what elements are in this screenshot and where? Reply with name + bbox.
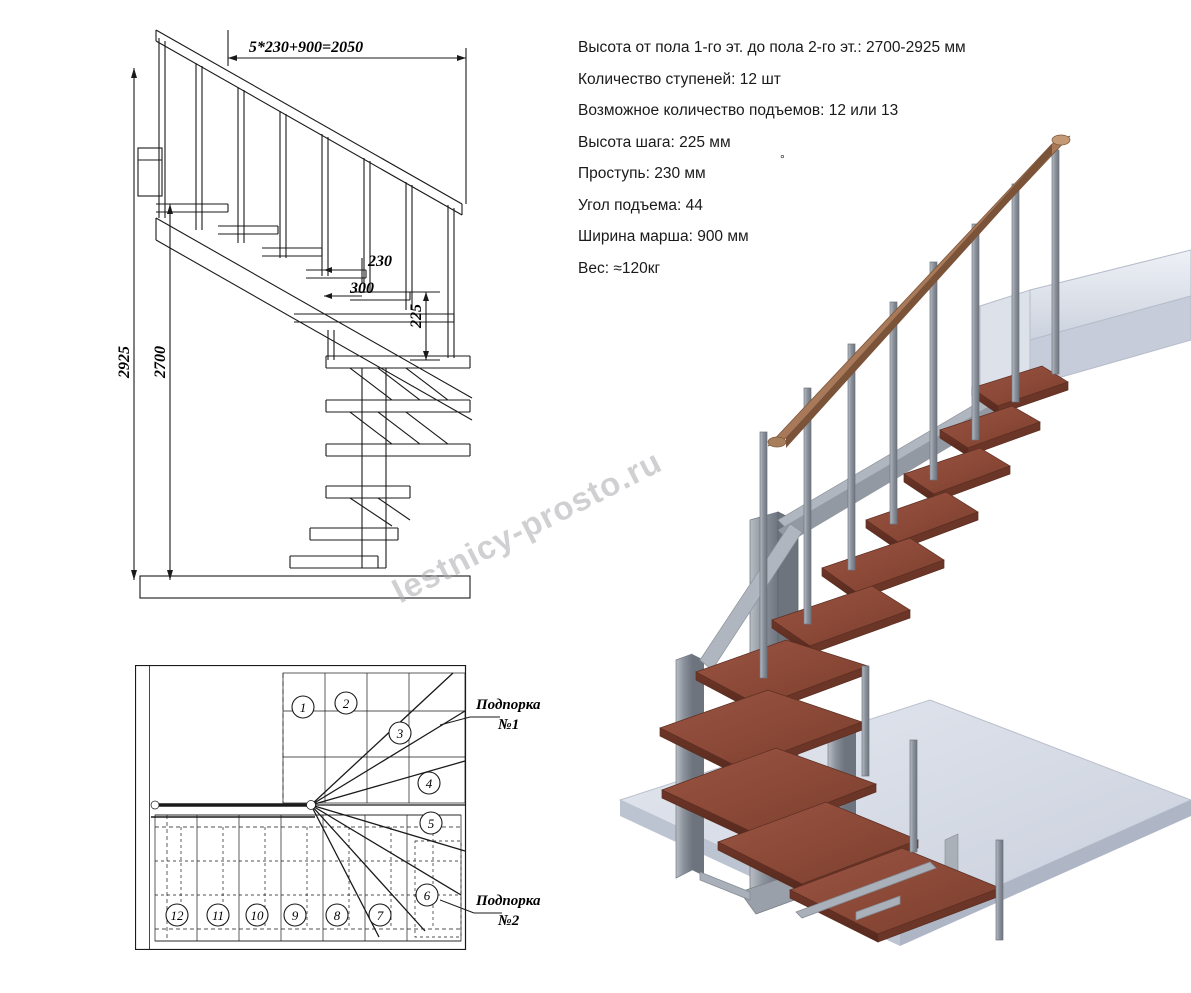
svg-text:11: 11: [211, 908, 225, 923]
svg-text:1: 1: [299, 700, 307, 715]
tread-8: [822, 538, 944, 600]
callout-2-line1: Подпорка: [476, 893, 541, 909]
spec-line-step-count: Количество ступеней: 12 шт: [578, 70, 781, 88]
step-number-6: [416, 884, 438, 906]
svg-text:2: 2: [342, 696, 350, 711]
winder-section: [290, 328, 470, 568]
plan-callouts: [440, 665, 600, 955]
step-number-1: [292, 696, 314, 718]
wall-bracket: [138, 148, 162, 196]
spec-line-weight: Вес: ≈120кг: [578, 259, 661, 277]
step-number-7: [369, 904, 391, 926]
dim-label-2700: 2700: [152, 346, 169, 378]
step-number-3: [389, 722, 411, 744]
callout-2-line2: №2: [498, 913, 520, 929]
step-number-2: [335, 692, 357, 714]
dim-label-225: 225: [408, 304, 425, 328]
dim-label-300: 300: [350, 280, 374, 297]
spec-line-tread: Проступь: 230 мм: [578, 165, 706, 182]
callout-1-line2: №1: [498, 717, 520, 733]
callout-1-line1: Подпорка: [476, 697, 541, 713]
spec-line-floor-height: Высота от пола 1-го эт. до пола 2-го эт.: 2700-2925 мм: [578, 39, 966, 56]
watermark-text: lestnicy-prosto.ru: [386, 442, 668, 611]
callout-1-leader: [440, 717, 470, 725]
svg-text:10: 10: [250, 908, 264, 923]
spec-line-width: Ширина марша: 900 мм: [578, 228, 749, 245]
step-number-8: [326, 904, 348, 926]
degree-symbol: °: [780, 152, 785, 166]
svg-text:8: 8: [333, 908, 341, 923]
svg-text:4: 4: [425, 776, 433, 791]
spec-line-step-height: Высота шага: 225 мм: [578, 133, 731, 151]
plan-drawing: [135, 665, 480, 950]
step-number-11: [207, 904, 229, 926]
spec-line-riser-count: Возможное количество подъемов: 12 или 13: [578, 102, 899, 119]
callout-2-leader: [440, 900, 474, 913]
floor-slab: [140, 576, 470, 598]
stringer-bottom-edge: [156, 240, 472, 420]
dim-label-230: 230: [368, 253, 392, 270]
svg-text:3: 3: [396, 726, 404, 741]
svg-text:6: 6: [423, 888, 431, 903]
spec-line-angle: Угол подъема: 44: [578, 196, 703, 214]
step-number-5: [420, 812, 442, 834]
baluster-group: [196, 63, 454, 328]
step-number-12: [166, 904, 188, 926]
svg-text:5: 5: [427, 816, 435, 831]
svg-text:12: 12: [170, 908, 184, 923]
step-number-4: [418, 772, 440, 794]
step-number-9: [284, 904, 306, 926]
dim-label-top: 5*230+900=2050: [248, 39, 364, 56]
tread-9: [866, 492, 978, 550]
step-number-10: [246, 904, 268, 926]
dim-label-2925: 2925: [116, 346, 133, 378]
svg-text:9: 9: [291, 908, 299, 923]
tread-11: [940, 406, 1040, 456]
stair-3d-render: [600, 100, 1191, 990]
svg-text:7: 7: [376, 908, 384, 923]
elevation-drawing: [110, 8, 580, 628]
